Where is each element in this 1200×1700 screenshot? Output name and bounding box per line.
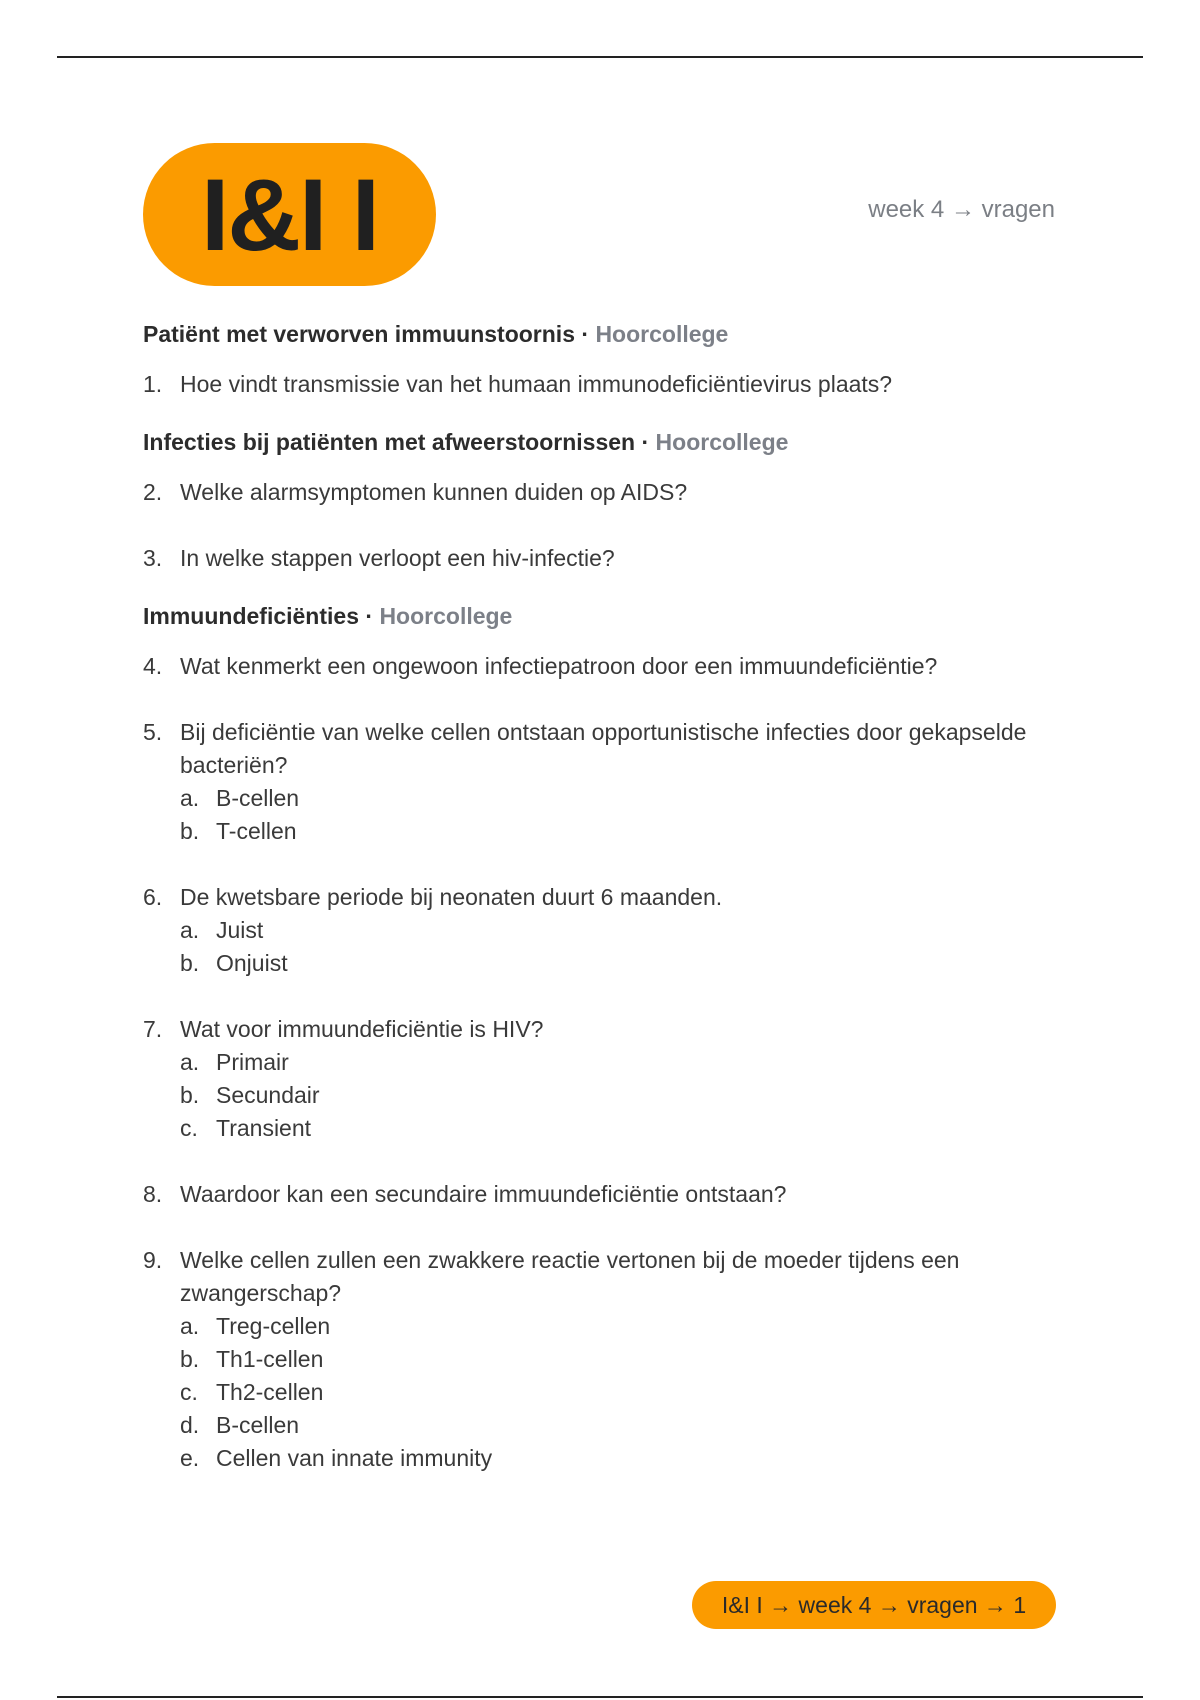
section-heading	[143, 424, 1063, 460]
option-text: B-cellen	[216, 1412, 300, 1438]
option-text: B-cellen	[216, 785, 300, 811]
question-text: Bij deficiëntie van welke cellen ontstaan opportunistische infecties door gekapselde bacteriën?	[180, 719, 1027, 778]
option-letter: e.	[180, 1445, 200, 1471]
header-breadcrumb: week 4 → vragen	[868, 196, 1055, 223]
section-subtitle: Hoorcollege	[595, 321, 729, 347]
section-title: Patiënt met verworven immuunstoornis	[143, 321, 575, 347]
question-item	[143, 1178, 1063, 1211]
option-text: Th1-cellen	[216, 1346, 324, 1372]
answer-option	[180, 914, 1063, 947]
course-logo-text: I&I I	[200, 157, 379, 272]
answer-option	[180, 1112, 1063, 1145]
question-item	[143, 1244, 1060, 1475]
option-letter: c.	[180, 1115, 198, 1141]
question-text: Hoe vindt transmissie van het humaan immunodeficiëntievirus plaats?	[180, 371, 893, 397]
question-text: Waardoor kan een secundaire immuundeficiëntie ontstaan?	[180, 1181, 787, 1207]
question-number: 9.	[143, 1247, 163, 1273]
answer-option	[180, 815, 1040, 848]
answer-options	[180, 1310, 1060, 1475]
option-text: Onjuist	[216, 950, 288, 976]
question-number: 8.	[143, 1181, 163, 1207]
answer-option	[180, 1310, 1060, 1343]
question-list	[143, 316, 1063, 1475]
footer-breadcrumb-pill	[692, 1581, 1056, 1629]
section-heading	[143, 316, 1063, 352]
footer-breadcrumb-text: I&I I → week 4 → vragen → 1	[721, 1591, 1027, 1618]
question-text: Wat kenmerkt een ongewoon infectiepatroon door een immuundeficiëntie?	[180, 653, 938, 679]
option-letter: b.	[180, 818, 200, 844]
section-heading	[143, 598, 1063, 634]
answer-option	[180, 947, 1063, 980]
question-item	[143, 368, 1063, 401]
answer-option	[180, 782, 1040, 815]
question-text: Wat voor immuundeficiëntie is HIV?	[180, 1016, 544, 1042]
question-text: De kwetsbare periode bij neonaten duurt 6 maanden.	[180, 884, 723, 910]
question-text: Welke cellen zullen een zwakkere reactie vertonen bij de moeder tijdens een zwangerschap?	[180, 1247, 960, 1306]
course-logo	[143, 143, 436, 286]
answer-options	[180, 914, 1063, 980]
question-number: 1.	[143, 371, 163, 397]
question-item	[143, 716, 1040, 848]
option-text: Th2-cellen	[216, 1379, 324, 1405]
bottom-rule	[57, 1696, 1143, 1698]
option-text: Secundair	[216, 1082, 320, 1108]
question-number: 7.	[143, 1016, 163, 1042]
answer-option	[180, 1343, 1060, 1376]
option-text: T-cellen	[216, 818, 297, 844]
section-title: Immuundeficiënties	[143, 603, 359, 629]
option-letter: b.	[180, 1082, 200, 1108]
section-subtitle: Hoorcollege	[655, 429, 789, 455]
question-text: In welke stappen verloopt een hiv-infectie?	[180, 545, 615, 571]
question-item	[143, 542, 1063, 575]
answer-option	[180, 1442, 1060, 1475]
top-rule	[57, 56, 1143, 58]
option-text: Primair	[216, 1049, 289, 1075]
option-letter: c.	[180, 1379, 198, 1405]
question-number: 4.	[143, 653, 163, 679]
question-item	[143, 650, 1063, 683]
option-text: Treg-cellen	[216, 1313, 331, 1339]
question-number: 3.	[143, 545, 163, 571]
option-letter: d.	[180, 1412, 200, 1438]
section-title: Infecties bij patiënten met afweerstoornissen	[143, 429, 636, 455]
question-number: 5.	[143, 719, 163, 745]
question-item	[143, 1013, 1063, 1145]
option-letter: a.	[180, 1313, 200, 1339]
question-item	[143, 476, 1063, 509]
option-text: Cellen van innate immunity	[216, 1445, 493, 1471]
option-letter: b.	[180, 1346, 200, 1372]
section-separator: ·	[641, 429, 650, 455]
option-text: Transient	[216, 1115, 312, 1141]
answer-options	[180, 1046, 1063, 1145]
section-separator: ·	[365, 603, 374, 629]
section-subtitle: Hoorcollege	[379, 603, 513, 629]
section-separator: ·	[581, 321, 590, 347]
option-letter: b.	[180, 950, 200, 976]
question-number: 6.	[143, 884, 163, 910]
question-item	[143, 881, 1063, 980]
answer-option	[180, 1046, 1063, 1079]
option-letter: a.	[180, 1049, 200, 1075]
question-text: Welke alarmsymptomen kunnen duiden op AIDS?	[180, 479, 688, 505]
option-text: Juist	[216, 917, 264, 943]
option-letter: a.	[180, 917, 200, 943]
answer-options	[180, 782, 1040, 848]
option-letter: a.	[180, 785, 200, 811]
question-number: 2.	[143, 479, 163, 505]
answer-option	[180, 1079, 1063, 1112]
answer-option	[180, 1376, 1060, 1409]
answer-option	[180, 1409, 1060, 1442]
